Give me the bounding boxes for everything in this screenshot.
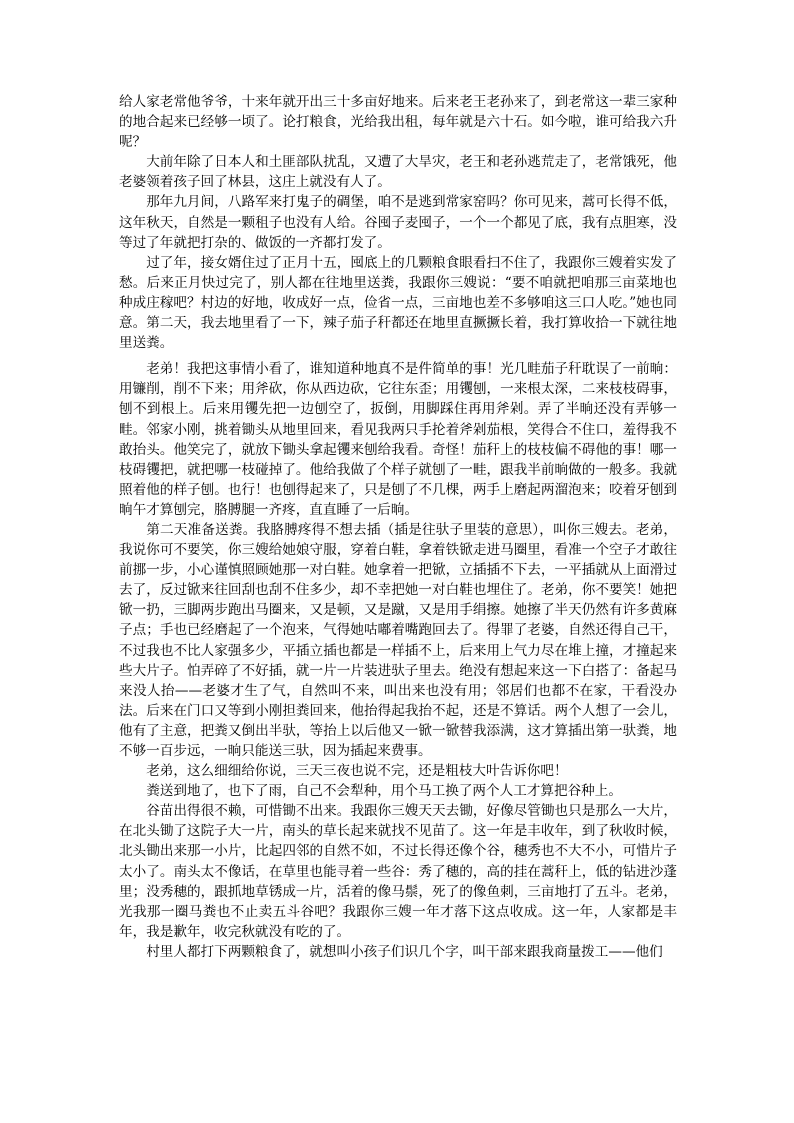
- paragraph: 过了年，接女婿住过了正月十五，囤底上的几颗粮食眼看扫不住了，我跟你三嫂着实发了愁。后来正月快过完了，别人都在往地里送粪，我跟你三嫂说：“要不咱就把咱那三亩菜地也种成庄稼吧？村边的好地，收成好一点，俭省一点，三亩地也差不多够咱这三口人吃。”她也同意。第二天，我去地里看了一下，辣子茄子秆都还在地里直撅撅长着，我打算收拾一下就往地里送粪。: [119, 254, 677, 352]
- paragraph: 第二天准备送粪。我胳膊疼得不想去插（插是往驮子里装的意思），叫你三嫂去。老弟，我说你可不要笑，你三嫂给她娘守服，穿着白鞋，拿着铁锨走进马圈里，看准一个空子才敢往前挪一步，小心谨慎照顾她那一对白鞋。她拿着一把锨，立插插不下去，一平插就从上面滑过去了，反过锨来往回刮也刮不住多少，却不幸把她一对白鞋也埋住了。老弟，你不要笑！她把锨一扔，三脚两步跑出马圈来，又是顿，又是蹴，又是用手绢擦。她擦了半天仍然有许多黄麻子点；手也已经磨起了一个泡来，气得她咕嘟着嘴跑回去了。得罪了老婆，自然还得自己干，不过我也不比人家强多少，平插立插也都是一样插不上，后来用上气力尽在堆上撞，才撞起来些大片子。怕弄碎了不好插，就一片一片装进驮子里去。绝没有想起来这一下白搭了：备起马来没人抬——老婆才生了气，自然叫不来，叫出来也没有用；邻居们也都不在家，干看没办法。后来在门口又等到小刚担粪回来，他抬得起我抬不起，还是不算话。两个人想了一会儿，他有了主意，把粪又倒出半驮，等抬上以后他又一锨一锨替我添满，这才算插出第一驮粪，地不够一百步远，一晌只能送三驮，因为插起来费事。: [119, 521, 677, 759]
- paragraph: 老弟，这么细细给你说，三天三夜也说不完，还是粗枝大叶告诉你吧！: [146, 763, 568, 780]
- paragraph: 老弟！我把这事情小看了，谁知道种地真不是件简单的事！光几畦茄子秆耽误了一前晌：用镰削，削不下来；用斧砍，你从西边砍，它往东歪；用䦆刨，一来根太深，二来枝枝碍事，刨不到根上。后来用䦆先把一边刨空了，扳倒，用脚踩住再用斧剁。弄了半晌还没有弄够一畦。邻家小刚，挑着锄头从地里回来，看见我两只手抡着斧剁茄根，笑得合不住口，羞得我不敢抬头。他笑完了，就放下锄头拿起䦆来刨给我看。奇怪！茄秆上的枝枝偏不碍他的事！哪一枝碍䦆把，就把哪一枝碰掉了。他给我做了个样子就刨了一畦，跟我半前晌做的一般多。我就照着他的样子刨。也行！也刨得起来了，只是刨了不几棵，两手上磨起两溜泡来；咬着牙刨到晌午才算刨完，胳膊腿一齐疼，直直睡了一后晌。: [119, 361, 677, 518]
- paragraph: 谷苗出得很不赖，可惜锄不出来。我跟你三嫂天天去锄，好像尽管锄也只是那么一大片，在北头锄了这院子大一片，南头的草长起来就找不见苗了。这一年是丰收年，到了秋收时候，北头锄出来那一小片，比起四邻的自然不如，不过长得还像个谷，穗秀也不大不小，可惜片子太小了。南头太不像话，在草里也能寻着一些谷：秀了穗的，高的挂在蒿秆上，低的钻进沙蓬里；没秀穗的，跟抓地草锈成一片，活着的像马鬃，死了的像鱼刺，三亩地打了五斗。老弟，光我那一圈马粪也不止卖五斗谷吧？我跟你三嫂一年才落下这点收成。这一年，人家都是丰年，我是歉年，收完秋就没有吃的了。: [119, 803, 677, 940]
- paragraph: 那年九月间，八路军来打鬼子的碉堡，咱不是逃到常家窑吗？你可见来，蒿可长得不低，这年秋天，自然是一颗租子也没有人给。谷囤子麦囤子，一个一个都见了底，我有点胆寒，没等过了年就把打杂的、做饭的一齐都打发了。: [119, 194, 677, 251]
- body-text: [119, 92, 677, 962]
- paragraph: 给人家老常他爷爷，十来年就开出三十多亩好地来。后来老王老孙来了，到老常这一辈三家种的地合起来已经够一顷了。论打粮食，光给我出租，每年就是六十石。如今啦，谁可给我六升呢？: [119, 94, 677, 151]
- paragraph: 村里人都打下两颗粮食了，就想叫小孩子们识几个字，叫干部来跟我商量拨工——他们: [146, 943, 663, 960]
- paragraph: 大前年除了日本人和土匪部队扰乱，又遭了大旱灾，老王和老孙逃荒走了，老常饿死，他老婆领着孩子回了林县，这庄上就没有人了。: [119, 154, 677, 191]
- paragraph: 粪送到地了，也下了雨，自己不会犁种，用个马工换了两个人工才算把谷种上。: [146, 783, 622, 800]
